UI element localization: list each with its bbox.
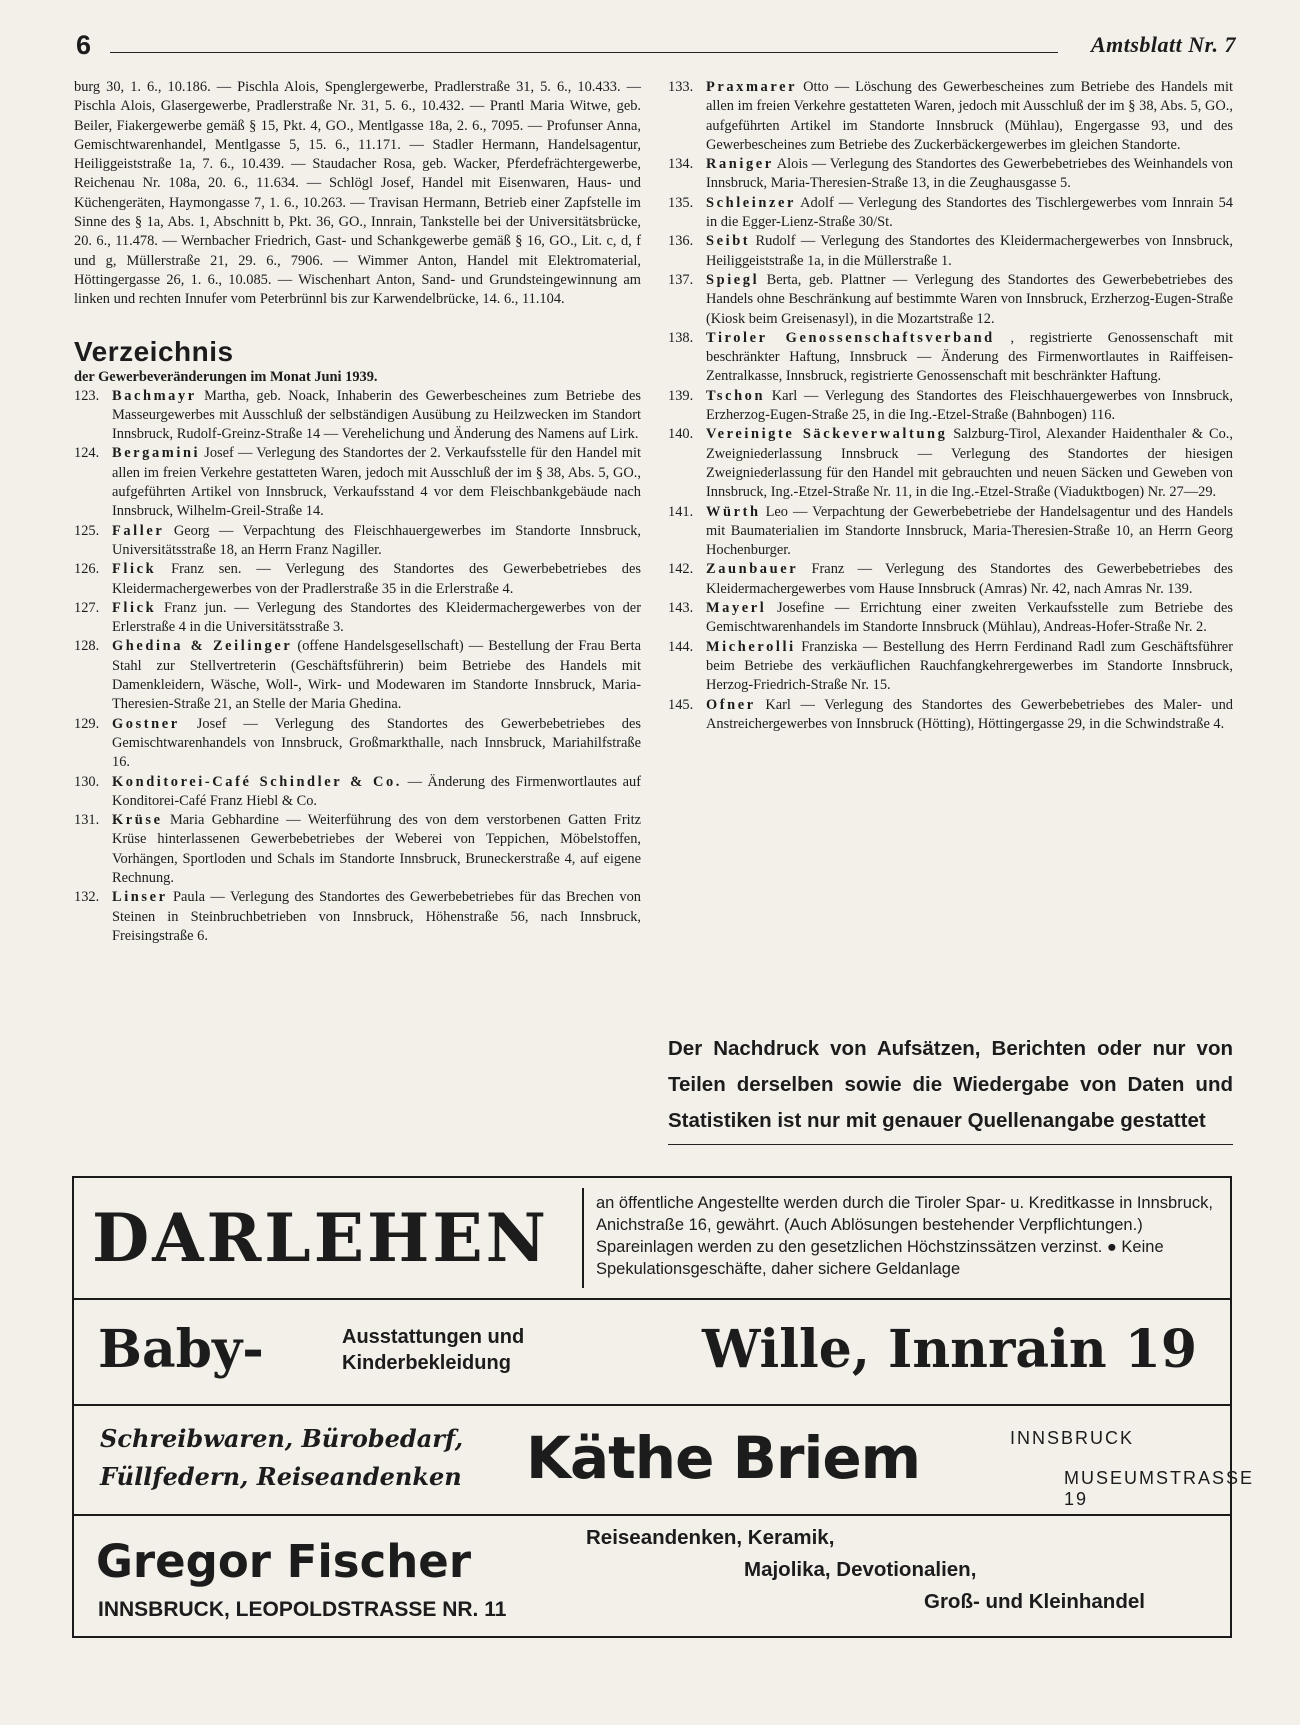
notice-rule bbox=[668, 1144, 1233, 1145]
ad-fischer-name: Gregor Fischer bbox=[96, 1535, 472, 1588]
entry-body bbox=[706, 329, 1233, 387]
right-column bbox=[668, 78, 1233, 734]
entry-number: 133. bbox=[668, 79, 694, 95]
entry-number: 139. bbox=[668, 387, 694, 404]
entry-text: Alois — Verlegung des Standortes des Gewerbebetriebes des Weinhandels von Innsbruck, Maria-Theresien-Straße 13, in die Zeughausgasse 5. bbox=[706, 156, 1233, 192]
registry-entry bbox=[74, 637, 641, 714]
entry-body bbox=[706, 425, 1233, 502]
entry-text: Karl — Verlegung des Standortes des Gewerbebetriebes des Maler- und Anstreichergewerbes von Innsbruck (Hötting), Höttingergasse 29, in die Schwindstraße 4. bbox=[706, 696, 1233, 732]
registry-entry bbox=[668, 78, 1233, 155]
ad-fischer-line2: Majolika, Devotionalien, bbox=[744, 1558, 977, 1581]
entry-number: 141. bbox=[668, 503, 694, 520]
entry-name: Flick bbox=[112, 561, 157, 578]
entry-name: Praxmarer bbox=[706, 79, 798, 95]
entry-text: Maria Gebhardine — Weiterführung des von dem verstorbenen Gatten Fritz Krüse hinterlassenen Gewerbebetriebes der Weberei von Teppichen, Möbelstoffen, Vorhängen, Sportloden und Schals im Standorte Innsbruck, Bruneckerstraße 4, auf eigene Rechnung. bbox=[112, 812, 641, 886]
registry-entry bbox=[668, 425, 1233, 502]
registry-entry bbox=[74, 599, 641, 638]
ad-baby-subtitle bbox=[342, 1324, 524, 1376]
entry-text: Georg — Verpachtung des Fleischhauergewerbes im Standorte Innsbruck, Universitätsstraße 18, an Herrn Franz Nagiller. bbox=[112, 522, 641, 558]
right-entry-list bbox=[668, 78, 1233, 734]
page-number: 6 bbox=[76, 30, 92, 60]
registry-entry bbox=[74, 387, 641, 445]
entry-body bbox=[112, 811, 641, 888]
entry-number: 125. bbox=[74, 522, 100, 539]
entry-text: Berta, geb. Plattner — Verlegung des Standortes des Gewerbebetriebes des Handels ohne Beschränkung auf bestimmte Waren von Innsbruck, Erzherzog-Eugen-Straße (Kiosk beim Greisenasyl), in die Mozartstraße 12. bbox=[706, 271, 1233, 327]
entry-text: Josef — Verlegung des Standortes des Gewerbebetriebes des Gemischtwarenhandels von Innsbruck, Großmarkthalle, nach Innsbruck, Mariahilfstraße 16. bbox=[112, 715, 641, 771]
entry-text: Franz — Verlegung des Standortes des Gewerbebetriebes des Kleidermachergewerbes vom Hause Innsbruck (Amras) Nr. 42, nach Amras Nr. 139. bbox=[706, 561, 1233, 597]
entry-body bbox=[112, 715, 641, 773]
ad-baby-shop: Wille, Innrain 19 bbox=[702, 1319, 1198, 1380]
entry-body bbox=[112, 888, 641, 946]
header-rule bbox=[110, 52, 1058, 53]
entry-name: Seibt bbox=[706, 233, 751, 250]
entry-number: 144. bbox=[668, 638, 694, 655]
ad-baby-headline: Baby- bbox=[98, 1319, 264, 1380]
entry-body bbox=[112, 444, 641, 521]
entry-text: Franziska — Bestellung des Herrn Ferdinand Radl zum Geschäftsführer beim Betriebe des verkäuflichen Rauchfangkehrergewerbes im Standorte Innsbruck, Herzog-Friedrich-Straße Nr. 15. bbox=[706, 638, 1233, 694]
ad-briem-line1: Schreibwaren, Bürobedarf, bbox=[100, 1424, 464, 1453]
registry-entry bbox=[668, 696, 1233, 735]
registry-entry bbox=[668, 194, 1233, 233]
entry-body bbox=[706, 387, 1233, 426]
registry-entry bbox=[668, 329, 1233, 387]
registry-entry bbox=[74, 888, 641, 946]
entry-body bbox=[706, 638, 1233, 696]
section-subheading: der Gewerbeveränderungen im Monat Juni 1939. bbox=[74, 368, 378, 385]
entry-body bbox=[112, 560, 641, 599]
ad-briem-street: MUSEUMSTRASSE 19 bbox=[1064, 1468, 1255, 1509]
entry-name: Zaunbauer bbox=[706, 561, 799, 578]
ad-baby-sub-line1: Ausstattungen und bbox=[342, 1326, 525, 1348]
entry-text: Salzburg-Tirol, Alexander Haidenthaler & Co., Zweigniederlassung Innsbruck — Verlegung des Standortes der hiesigen Zweigniederlassung für den Handel mit gebrauchten und neuen Säcken und Geweben von Innsbruck, Ing.-Etzel-Straße Nr. 11, in die Ing.-Etzel-Straße (Viaduktbogen) Nr. 27—29. bbox=[706, 426, 1233, 501]
entry-number: 143. bbox=[668, 600, 694, 617]
entry-name: Spiegl bbox=[706, 271, 760, 288]
registry-entry bbox=[668, 387, 1233, 426]
entry-text: Josefine — Errichtung einer zweiten Verkaufsstelle zum Betriebe des Gemischtwarenhandels im Standorte Innsbruck (Mühlau), Andreas-Hofer-Straße Nr. 2. bbox=[706, 600, 1233, 636]
entry-text: Franz jun. — Verlegung des Standortes des Kleidermachergewerbes von der Erlerstraße 4 in die Universitätsstraße 3. bbox=[112, 599, 641, 636]
entry-body bbox=[706, 155, 1233, 194]
entry-number: 129. bbox=[74, 715, 100, 732]
entry-name: Schleinzer bbox=[706, 194, 796, 211]
entry-text: Franz sen. — Verlegung des Standortes des Gewerbebetriebes des Kleidermachergewerbes von der Pradlerstraße 35 in die Erlerstraße 4. bbox=[112, 561, 641, 597]
ad-baby-sub-line2: Kinderbekleidung bbox=[342, 1352, 511, 1374]
entry-text: Karl — Verlegung des Standortes des Fleischhauergewerbes von Innsbruck, Erzherzog-Eugen-Straße 25, in die Ing.-Etzel-Straße (Bahnbogen) 116. bbox=[706, 387, 1233, 424]
entry-name: Raniger bbox=[706, 156, 774, 173]
ad-briem bbox=[72, 1406, 1255, 1516]
registry-entry bbox=[74, 811, 641, 888]
entry-name: Linser bbox=[112, 889, 168, 906]
entry-number: 128. bbox=[74, 638, 100, 655]
entry-number: 140. bbox=[668, 426, 694, 443]
entry-number: 138. bbox=[668, 329, 694, 346]
ad-darlehen-text: an öffentliche Angestellte werden durch die Tiroler Spar- u. Kreditkasse in Innsbruck, Anichstraße 16, gewährt. (Auch Ablösungen bestehender Verpflichtungen.) Spareinlagen werden zu den gesetzlichen Höchstzinssätzen verzinst. ● Keine Spekulationsgeschäfte, daher sichere Geldanlage bbox=[596, 1194, 1213, 1278]
entry-text: Rudolf — Verlegung des Standortes des Kleidermachergewerbes von Innsbruck, Heiliggeiststraße 1a, in die Müllerstraße 1. bbox=[706, 233, 1233, 269]
entry-number: 123. bbox=[74, 387, 100, 404]
entry-body bbox=[112, 773, 641, 812]
entry-text: Paula — Verlegung des Standortes des Gewerbebetriebes für das Brechen von Steinen in Steinbruchbetrieben von Innsbruck, Höhenstraße 56, nach Innsbruck, Freisingstraße 6. bbox=[112, 889, 641, 944]
ad-fischer-address: INNSBRUCK, LEOPOLDSTRASSE NR. 11 bbox=[98, 1598, 507, 1621]
page-header bbox=[76, 30, 1236, 64]
registry-entry bbox=[668, 232, 1233, 271]
entry-number: 136. bbox=[668, 233, 694, 250]
registry-entry bbox=[668, 503, 1233, 561]
registry-entry bbox=[668, 560, 1233, 599]
entry-name: Würth bbox=[706, 503, 761, 520]
entry-number: 126. bbox=[74, 561, 100, 578]
entry-number: 132. bbox=[74, 889, 100, 906]
entry-body bbox=[706, 271, 1233, 329]
entry-number: 127. bbox=[74, 599, 100, 616]
entry-body bbox=[112, 599, 641, 638]
entry-name: Tschon bbox=[706, 387, 766, 404]
entry-name: Ghedina & Zeilinger bbox=[112, 638, 293, 655]
ad-fischer-line3: Groß- und Kleinhandel bbox=[924, 1590, 1145, 1613]
registry-entry bbox=[74, 522, 641, 561]
entry-name: Krüse bbox=[112, 812, 163, 829]
entry-name: Vereinigte Säckeverwaltung bbox=[706, 426, 948, 443]
entry-text: Otto — Löschung des Gewerbescheines zum Betriebe des Handels mit allen im freien Verkehre gestatteten Waren, jedoch mit Ausschluß der im § 38, Abs. 5, GO., aufgeführten Artikel im Standorte Innsbruck (Mühlau), Engergasse 93, und des Gewerbescheines zum Betriebe des Zuckerbäckergewerbes im gleichen Standorte. bbox=[706, 79, 1233, 153]
entry-body bbox=[706, 696, 1233, 735]
entry-text: Adolf — Verlegung des Standortes des Tischlergewerbes vom Innrain 54 in die Egger-Lienz-Straße 30/St. bbox=[706, 194, 1233, 231]
entry-name: Konditorei-Café Schindler & Co. bbox=[112, 773, 402, 790]
entry-number: 135. bbox=[668, 194, 694, 211]
entry-name: Bergamini bbox=[112, 445, 201, 462]
ad-briem-city: INNSBRUCK bbox=[1010, 1428, 1135, 1448]
ad-briem-line2: Füllfedern, Reiseandenken bbox=[100, 1462, 462, 1491]
reprint-notice: Der Nachdruck von Aufsätzen, Berichten oder nur von Teilen derselben sowie die Wiedergabe von Daten und Statistiken ist nur mit genauer Quellenangabe gestattet bbox=[668, 1037, 1233, 1132]
entry-text: Martha, geb. Noack, Inhaberin des Gewerbescheines zum Betriebe des Masseurgewerbes mit Ausschluß der selbständigen Ausübung zu Heilzwecken im Standort Innsbruck, Rudolf-Greinz-Straße 14 — Verehelichung und Änderung des Namens auf Lirk. bbox=[112, 387, 641, 443]
entry-body bbox=[706, 599, 1233, 638]
registry-entry bbox=[668, 271, 1233, 329]
entry-number: 124. bbox=[74, 445, 100, 462]
entry-name: Tiroler Genossenschaftsverband bbox=[706, 329, 995, 346]
entry-text: , registrierte Genossenschaft mit beschränkter Haftung, Innsbruck — Änderung des Firmenwortlautes in Raiffeisen-Zentralkasse, Innsbruck, registrierte Genossenschaft mit beschränkter Haftung. bbox=[706, 329, 1233, 385]
publication-title: Amtsblatt Nr. 7 bbox=[1090, 32, 1236, 57]
entry-body bbox=[706, 78, 1233, 155]
entry-number: 145. bbox=[668, 696, 694, 713]
entry-body bbox=[706, 194, 1233, 233]
registry-entry bbox=[74, 715, 641, 773]
entry-number: 137. bbox=[668, 271, 694, 288]
registry-entry bbox=[74, 773, 641, 812]
entry-body bbox=[706, 560, 1233, 599]
entry-name: Ofner bbox=[706, 696, 756, 713]
entry-name: Faller bbox=[112, 522, 165, 539]
entry-text: (offene Handelsgesellschaft) — Bestellung der Frau Berta Stahl zur Stellvertreterin (Geschäftsführerin) beim Betriebe des Handels mit Damenkleidern, Wäsche, Woll-, Wirk- und Modewaren im Standorte Innsbruck, Maria-Theresien-Straße 21, an Stelle der Maria Ghedina. bbox=[112, 638, 641, 713]
section-heading: Verzeichnis bbox=[74, 335, 234, 367]
entry-name: Micherolli bbox=[706, 638, 796, 655]
entry-text: Leo — Verpachtung der Gewerbebetriebe der Handelsagentur und des Handels mit Baumaterialien im Standorte Innsbruck, Maria-Theresien-Straße 10, an Herrn Georg Hochenburger. bbox=[706, 503, 1233, 559]
registry-entry bbox=[668, 638, 1233, 696]
ad-fischer-line1: Reiseandenken, Keramik, bbox=[586, 1526, 835, 1549]
entry-body bbox=[706, 503, 1233, 561]
registry-entry bbox=[668, 155, 1233, 194]
registry-continuation: burg 30, 1. 6., 10.186. — Pischla Alois, Spenglergewerbe, Pradlerstraße 31, 5. 6., 10.433. — Pischla Alois, Glasergewerbe, Pradlerstraße Nr. 31, 5. 6., 10.432. — Prantl Maria Witwe, geb. Beiler, Fiakergewerbe gemäß § 15, Pkt. 4, GO., Mentlgasse 18a, 2. 6., 7095. — Profunser Anna, Gemischtwarenhandel, Mentlgasse 5, 15. 6., 11.171. — Stadler Hermann, Handelsagentur, Heiliggeiststraße 1a, 7. 6., 10.439. — Staudacher Rosa, geb. Wacker, Pferdefrächtergewerbe, Reichenau Nr. 108a, 20. 6., 11.634. — Schlögl Josef, Handel mit Eisenwaren, Haus- und Küchengeräten, Haymongasse 7, 1. 6., 10.263. — Travisan Hermann, Betrieb einer Zapfstelle im Sinne des § 1a, Abs. 1, Abschnitt b, Pkt. 36, GO., Innrain, Tankstelle bei der Universitätsbrücke, 20. 6., 11.478. — Wernbacher Friedrich, Gast- und Schankgewerbe gemäß § 16, GO., Lit. c, d, f und g, Müllerstraße 21, 29. 6., 7906. — Wimmer Anton, Handel mit Elektromaterial, Höttingergasse 26, 1. 6., 10.085. — Wischenhart Anton, Sand- und Grundsteingewinnung am linken und rechten Innufer vom Peterbrünnl bis zur Karwendelbrücke, 14. 6., 11.104. bbox=[74, 79, 641, 308]
ad-darlehen-headline: DARLEHEN bbox=[92, 1199, 549, 1277]
entry-number: 134. bbox=[668, 156, 694, 173]
left-column bbox=[74, 78, 641, 946]
entry-body bbox=[112, 387, 641, 445]
entry-name: Bachmayr bbox=[112, 387, 197, 404]
registry-entry bbox=[74, 560, 641, 599]
registry-entry bbox=[668, 599, 1233, 638]
ad-divider bbox=[582, 1188, 584, 1288]
registry-entry bbox=[74, 444, 641, 521]
ad-darlehen bbox=[72, 1176, 1232, 1300]
entry-text: — Änderung des Firmenwortlautes auf Konditorei-Café Franz Hiebl & Co. bbox=[112, 773, 641, 809]
entry-number: 131. bbox=[74, 812, 100, 829]
entry-name: Mayerl bbox=[706, 600, 767, 617]
entry-body bbox=[112, 522, 641, 561]
entry-number: 130. bbox=[74, 773, 100, 790]
entry-name: Flick bbox=[112, 599, 157, 616]
ad-briem-name: Käthe Briem bbox=[526, 1424, 921, 1492]
left-entry-list bbox=[74, 387, 641, 947]
ad-baby-wille bbox=[72, 1300, 1232, 1406]
entry-text: Josef — Verlegung des Standortes der 2. Verkaufsstelle für den Handel mit allen im freien Verkehre gestatteten Waren, jedoch mit Ausschluß der im § 38, Abs. 5, GO., aufgeführten Artikel von Innsbruck, Verkaufsstand 4 vor dem Fleischbankgebäude nach Innsbruck, Wilhelm-Greil-Straße 14. bbox=[112, 445, 641, 520]
entry-number: 142. bbox=[668, 561, 694, 578]
entry-body bbox=[706, 232, 1233, 271]
entry-name: Gostner bbox=[112, 715, 180, 732]
ad-fischer bbox=[72, 1516, 1232, 1638]
entry-body bbox=[112, 637, 641, 714]
